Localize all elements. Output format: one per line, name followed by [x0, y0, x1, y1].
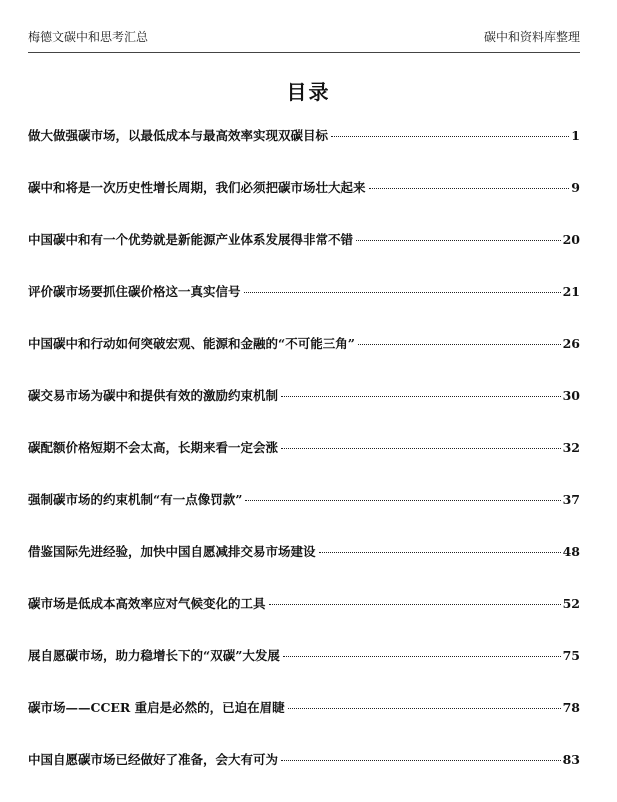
- toc-entry-title: 碳交易市场为碳中和提供有效的激励约束机制: [28, 388, 279, 403]
- toc-entry[interactable]: [28, 490, 580, 542]
- toc-leader-dots: [281, 396, 561, 397]
- table-of-contents: [28, 126, 580, 802]
- toc-leader-dots: [319, 552, 561, 553]
- toc-entry-page: 20: [562, 232, 580, 247]
- toc-entry-page: 32: [562, 440, 580, 455]
- toc-entry[interactable]: [28, 334, 580, 386]
- toc-entry-title: 中国碳中和行动如何突破宏观、能源和金融的“不可能三角”: [28, 336, 355, 351]
- toc-entry-title: 做大做强碳市场，以最低成本与最高效率实现双碳目标: [28, 128, 329, 143]
- toc-entry-title: 碳市场——CCER 重启是必然的，已迫在眉睫: [28, 700, 285, 715]
- toc-leader-dots: [244, 292, 561, 293]
- toc-leader-dots: [356, 240, 561, 241]
- toc-entry-title: 中国自愿碳市场已经做好了准备，会大有可为: [28, 752, 279, 767]
- toc-entry-page: 83: [562, 752, 580, 767]
- toc-entry[interactable]: [28, 542, 580, 594]
- toc-entry-title: 评价碳市场要抓住碳价格这一真实信号: [28, 284, 241, 299]
- toc-entry-page: 1: [571, 128, 580, 143]
- toc-entry-title: 展自愿碳市场，助力稳增长下的“双碳”大发展: [28, 648, 280, 663]
- toc-entry[interactable]: [28, 698, 580, 750]
- toc-leader-dots: [269, 604, 561, 605]
- toc-entry-page: 48: [562, 544, 580, 559]
- toc-leader-dots: [281, 448, 561, 449]
- toc-entry[interactable]: [28, 230, 580, 282]
- toc-entry-title: 中国碳中和有一个优势就是新能源产业体系发展得非常不错: [28, 232, 354, 247]
- toc-entry-title: 碳配额价格短期不会太高，长期来看一定会涨: [28, 440, 279, 455]
- toc-entry[interactable]: [28, 594, 580, 646]
- toc-entry[interactable]: [28, 126, 580, 178]
- toc-entry-page: 30: [562, 388, 580, 403]
- toc-entry-page: 37: [562, 492, 580, 507]
- header-right-title: 碳中和资料库整理: [483, 30, 580, 44]
- toc-leader-dots: [288, 708, 561, 709]
- toc-entry-title: 碳市场是低成本高效率应对气候变化的工具: [28, 596, 266, 611]
- toc-entry-page: 9: [571, 180, 580, 195]
- toc-entry-page: 21: [562, 284, 580, 299]
- toc-leader-dots: [369, 188, 570, 189]
- toc-entry-page: 26: [562, 336, 580, 351]
- toc-leader-dots: [245, 500, 560, 501]
- toc-entry[interactable]: [28, 386, 580, 438]
- toc-entry-page: 52: [562, 596, 580, 611]
- toc-entry-title: 碳中和将是一次历史性增长周期，我们必须把碳市场壮大起来: [28, 180, 366, 195]
- toc-entry[interactable]: [28, 750, 580, 802]
- toc-entry[interactable]: [28, 646, 580, 698]
- toc-entry[interactable]: [28, 438, 580, 490]
- toc-leader-dots: [358, 344, 561, 345]
- header-left-title: 梅德文碳中和思考汇总: [28, 30, 149, 44]
- toc-leader-dots: [283, 656, 561, 657]
- toc-entry[interactable]: [28, 282, 580, 334]
- page-header: [28, 28, 580, 53]
- toc-leader-dots: [281, 760, 561, 761]
- toc-entry-title: 借鉴国际先进经验，加快中国自愿减排交易市场建设: [28, 544, 316, 559]
- toc-entry-page: 75: [562, 648, 580, 663]
- toc-leader-dots: [331, 136, 569, 137]
- toc-entry-title: 强制碳市场的约束机制“有一点像罚款”: [28, 492, 243, 507]
- toc-entry[interactable]: [28, 178, 580, 230]
- page-title: 目录: [286, 80, 331, 104]
- toc-entry-page: 78: [562, 700, 580, 715]
